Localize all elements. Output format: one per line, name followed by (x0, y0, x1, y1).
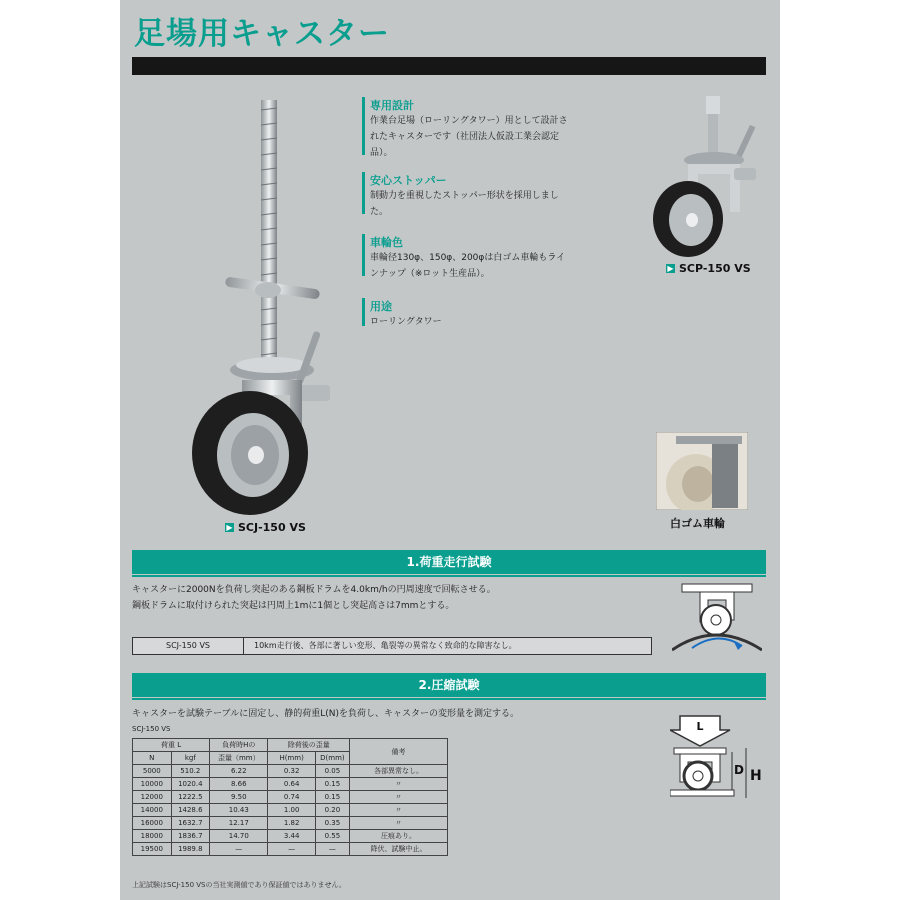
header-kgf: kgf (171, 752, 210, 765)
table-row: 10000 1020.4 8.66 0.64 0.15 〃 (133, 778, 448, 791)
section-1-result: SCJ-150 VS 10km走行後、各部に著しい変形、亀裂等の異常なく致命的な障害なし。 (132, 637, 652, 655)
feature-4: 用途 ローリングタワー (370, 300, 442, 327)
section-1-bar (132, 550, 766, 574)
section-2-text: キャスターを試験テーブルに固定し、静的荷重L(N)を負荷し、キャスターの変形量を測定する。 (132, 709, 519, 719)
table-row: 14000 1428.6 10.43 1.00 0.20 〃 (133, 804, 448, 817)
feature-line (362, 298, 365, 326)
diagram-label-d: D (734, 763, 744, 777)
table-row: 18000 1836.7 14.70 3.44 0.55 圧痕あり。 (133, 830, 448, 843)
header-load: 荷重 L (133, 739, 210, 752)
header-n: N (133, 752, 172, 765)
header-bar (132, 57, 766, 75)
section-divider (132, 698, 766, 700)
header-residual: 除荷後の歪量 (268, 739, 350, 752)
table-row: 19500 1989.8 — — — 降伏、試験中止。 (133, 843, 448, 856)
diagram-label-l: L (696, 720, 704, 733)
compression-table (132, 738, 448, 856)
header-strain: 歪量（mm） (210, 752, 268, 765)
drum-test-diagram (672, 580, 762, 658)
section-1-text: キャスターに2000Nを負荷し突起のある鋼板ドラムを4.0km/hの円周速度で回転させる。 鋼板ドラムに取付けられた突起は円周上1mに1個とし突起高さは7mmとする。 (132, 585, 496, 611)
feature-1: 専用設計 作業台足場（ローリングタワー）用として設計さ れたキャスターです（社団法人仮設工業会認定 品）。 (370, 99, 568, 158)
section-divider (132, 575, 766, 577)
table-row: 16000 1632.7 12.17 1.82 0.35 〃 (133, 817, 448, 830)
feature-line (362, 172, 365, 214)
side-caster-image (648, 92, 760, 262)
caption-arrow-icon: ▶ (226, 523, 233, 532)
page-title: 足場用キャスター (134, 16, 390, 52)
header-remarks: 備考 (349, 739, 447, 765)
side-caption: ▶ SCP-150 VS (667, 262, 751, 275)
table-model-label: SCJ-150 VS (132, 725, 171, 733)
section-2-bar (132, 673, 766, 697)
inset-caption: 白ゴム車輪 (670, 517, 725, 530)
feature-3: 車輪色 車輪径130φ、150φ、200φは白ゴム車輪もライ ンナップ（※ロット生産品）。 (370, 236, 566, 279)
header-d: D(mm) (315, 752, 349, 765)
caption-arrow-icon: ▶ (667, 264, 674, 273)
table-row: 5000 510.2 6.22 0.32 0.05 各部異常なし。 (133, 765, 448, 778)
main-caption: ▶ SCJ-150 VS (226, 521, 306, 534)
compression-test-diagram (670, 712, 770, 807)
section-2-title: 2.圧縮試験 (418, 678, 480, 692)
footer-note: 上記試験はSCJ-150 VSの当社実測値であり保証値ではありません。 (132, 881, 346, 889)
feature-2: 安心ストッパー 制動力を重視したストッパー形状を採用しまし た。 (370, 174, 559, 217)
feature-line (362, 234, 365, 276)
table-row: 12000 1222.5 9.50 0.74 0.15 〃 (133, 791, 448, 804)
header-deform-loaded: 負荷時Hの (210, 739, 268, 752)
white-rubber-wheel-photo (656, 432, 748, 510)
header-h: H(mm) (268, 752, 315, 765)
catalog-sheet (120, 0, 780, 900)
feature-line (362, 97, 365, 155)
diagram-label-h: H (750, 768, 762, 784)
section-1-title: 1.荷重走行試験 (406, 555, 492, 569)
